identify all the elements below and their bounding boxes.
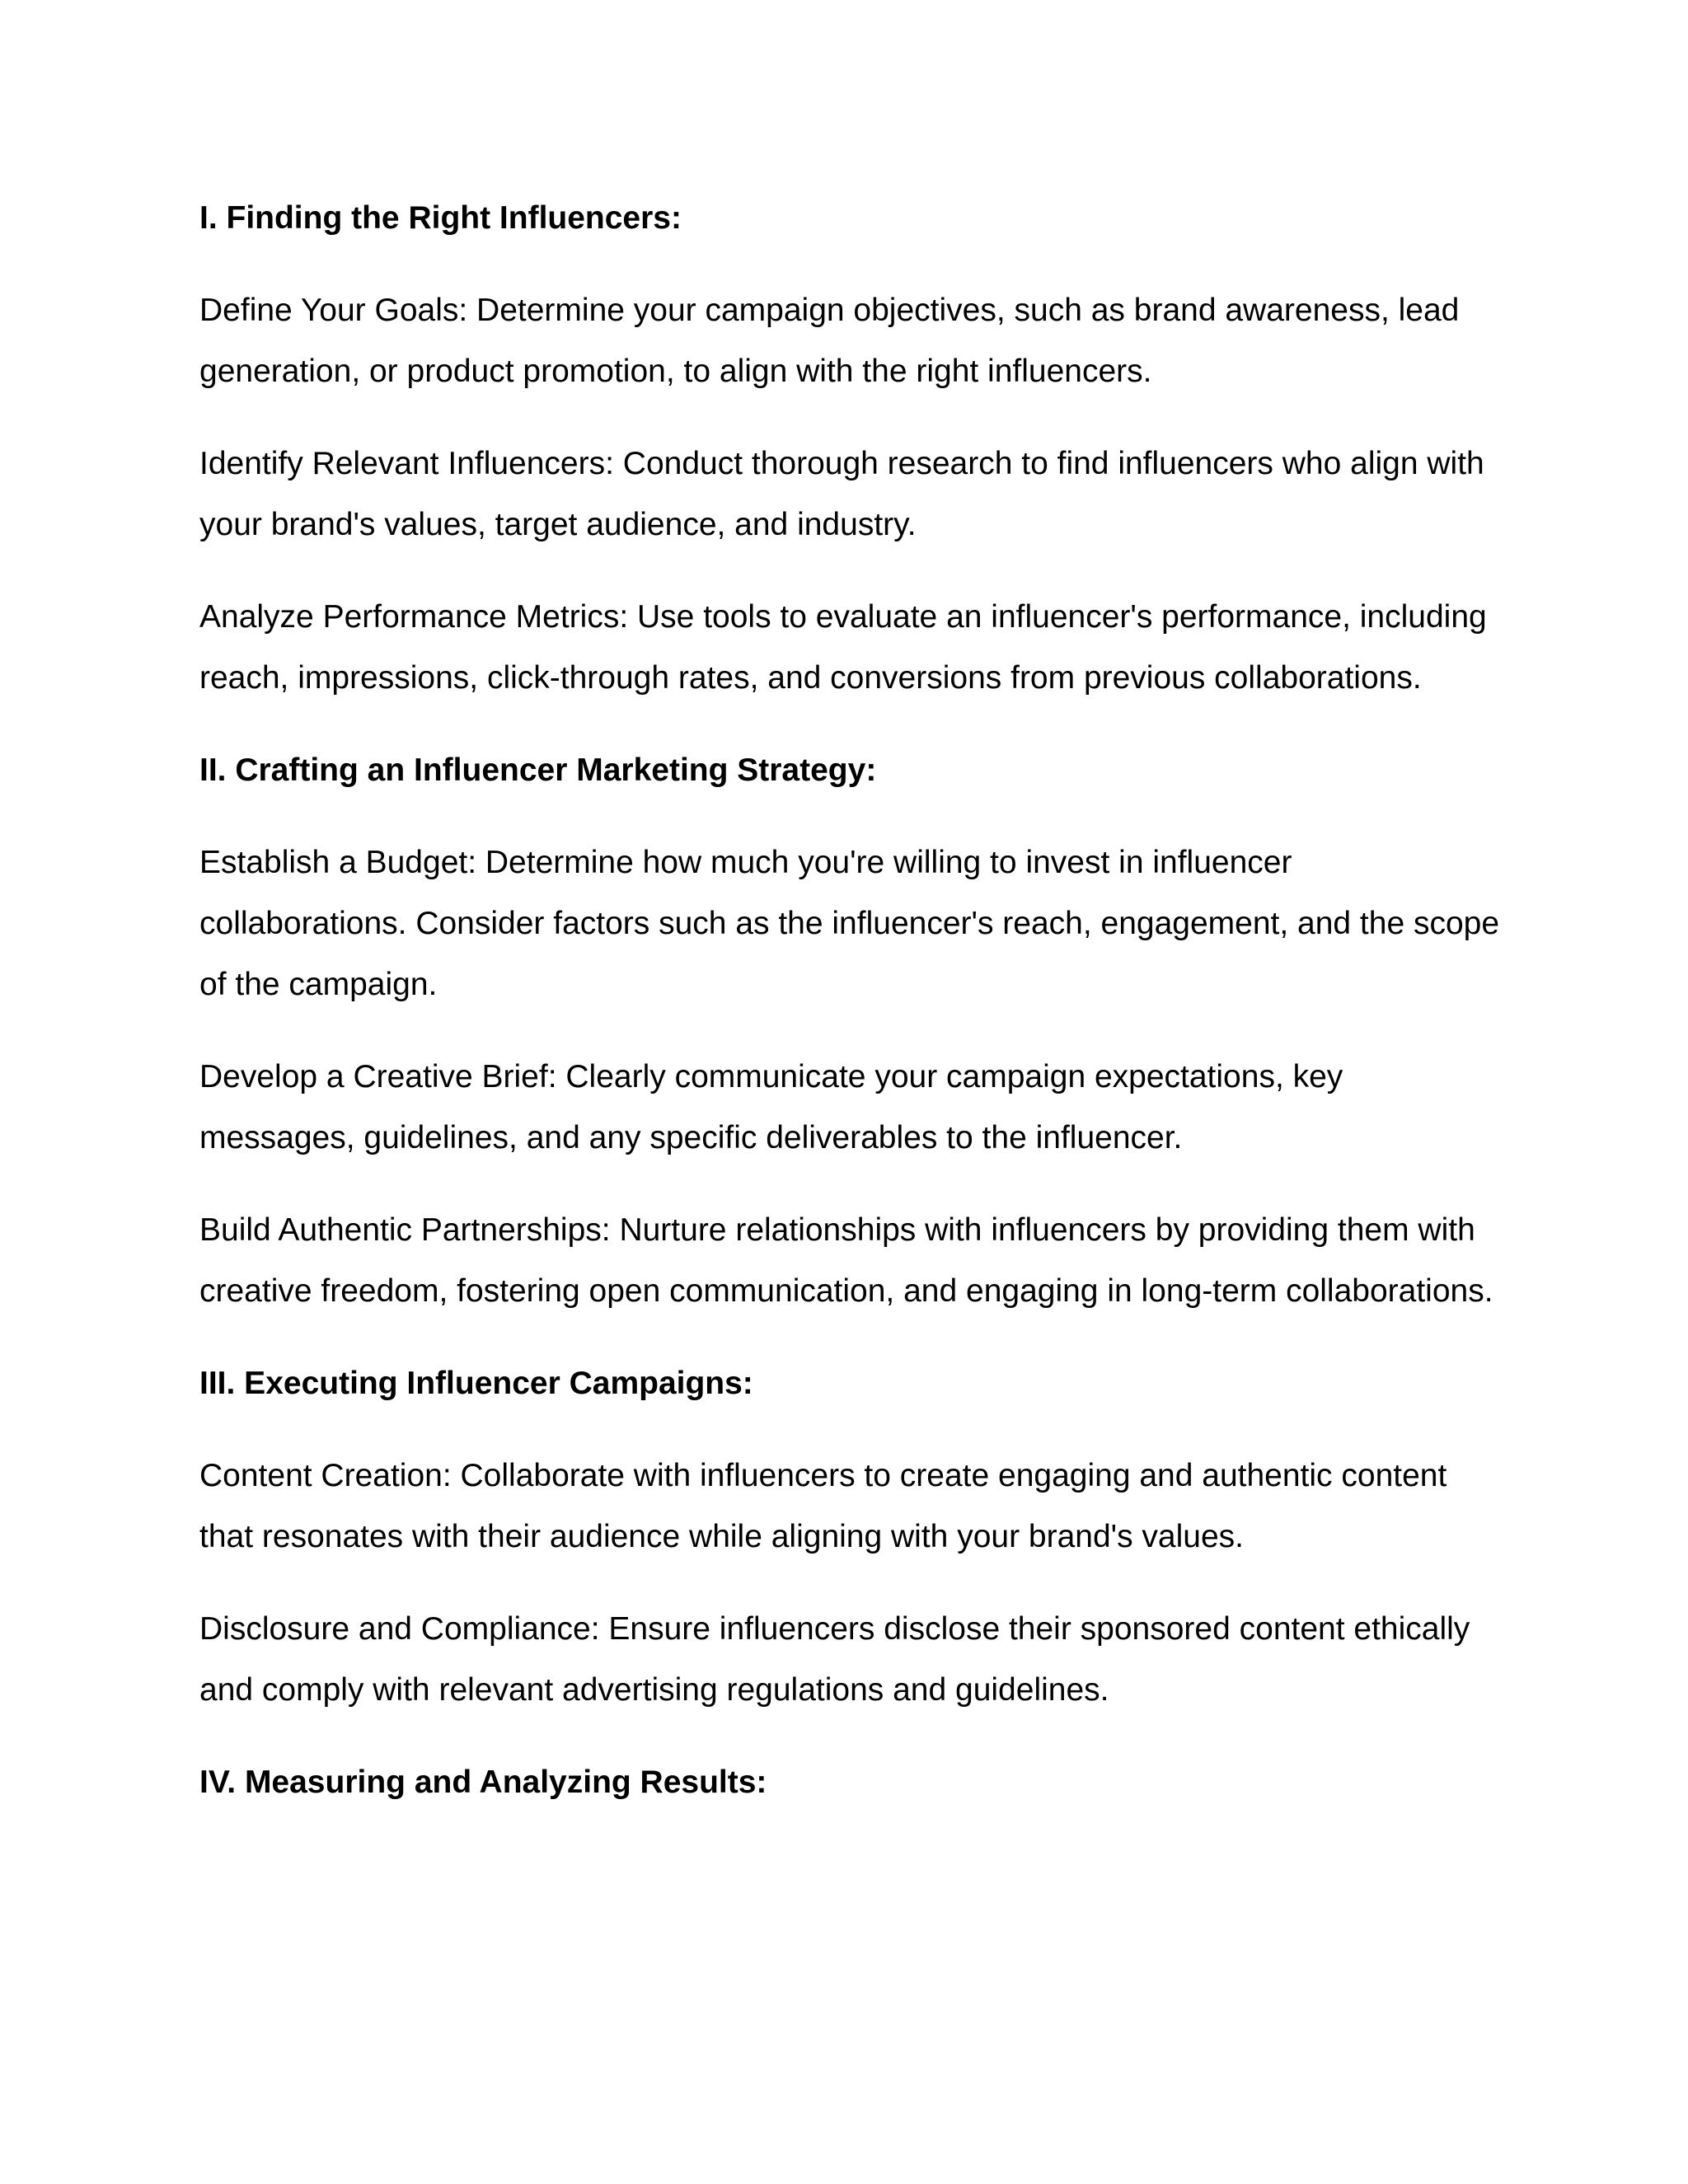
paragraph-establish-budget: Establish a Budget: Determine how much you're willing to invest in influencer collaborations. Consider factors such as the influencer's reach, engagement, and the scope of the campaign. [199,845,1500,1002]
section-heading: III. Executing Influencer Campaigns: [199,1366,753,1401]
section-measuring-results [199,1752,1502,1813]
section-executing-campaigns [199,1353,1502,1721]
paragraph-content-creation: Content Creation: Collaborate with influencers to create engaging and authentic content that resonates with their audience while aligning with your brand's values. [199,1458,1447,1554]
section-finding-influencers [199,188,1502,709]
paragraph-disclosure-compliance: Disclosure and Compliance: Ensure influencers disclose their sponsored content ethically and comply with relevant advertising regulations and guidelines. [199,1611,1470,1708]
section-crafting-strategy [199,740,1502,1322]
paragraph-authentic-partnerships: Build Authentic Partnerships: Nurture relationships with influencers by providing them with creative freedom, fostering open communication, and engaging in long-term collaborations. [199,1212,1493,1309]
section-heading: I. Finding the Right Influencers: [199,200,682,236]
section-heading: II. Crafting an Influencer Marketing Strategy: [199,752,877,788]
paragraph-creative-brief: Develop a Creative Brief: Clearly communicate your campaign expectations, key messages, guidelines, and any specific deliverables to the influencer. [199,1059,1343,1155]
section-heading: IV. Measuring and Analyzing Results: [199,1765,767,1800]
paragraph-identify-influencers: Identify Relevant Influencers: Conduct thorough research to find influencers who align with your brand's values, target audience, and industry. [199,446,1484,542]
document-body [199,188,1502,1844]
paragraph-analyze-metrics: Analyze Performance Metrics: Use tools to evaluate an influencer's performance, including reach, impressions, click-through rates, and conversions from previous collaborations. [199,599,1487,696]
paragraph-define-goals: Define Your Goals: Determine your campaign objectives, such as brand awareness, lead generation, or product promotion, to align with the right influencers. [199,293,1460,389]
